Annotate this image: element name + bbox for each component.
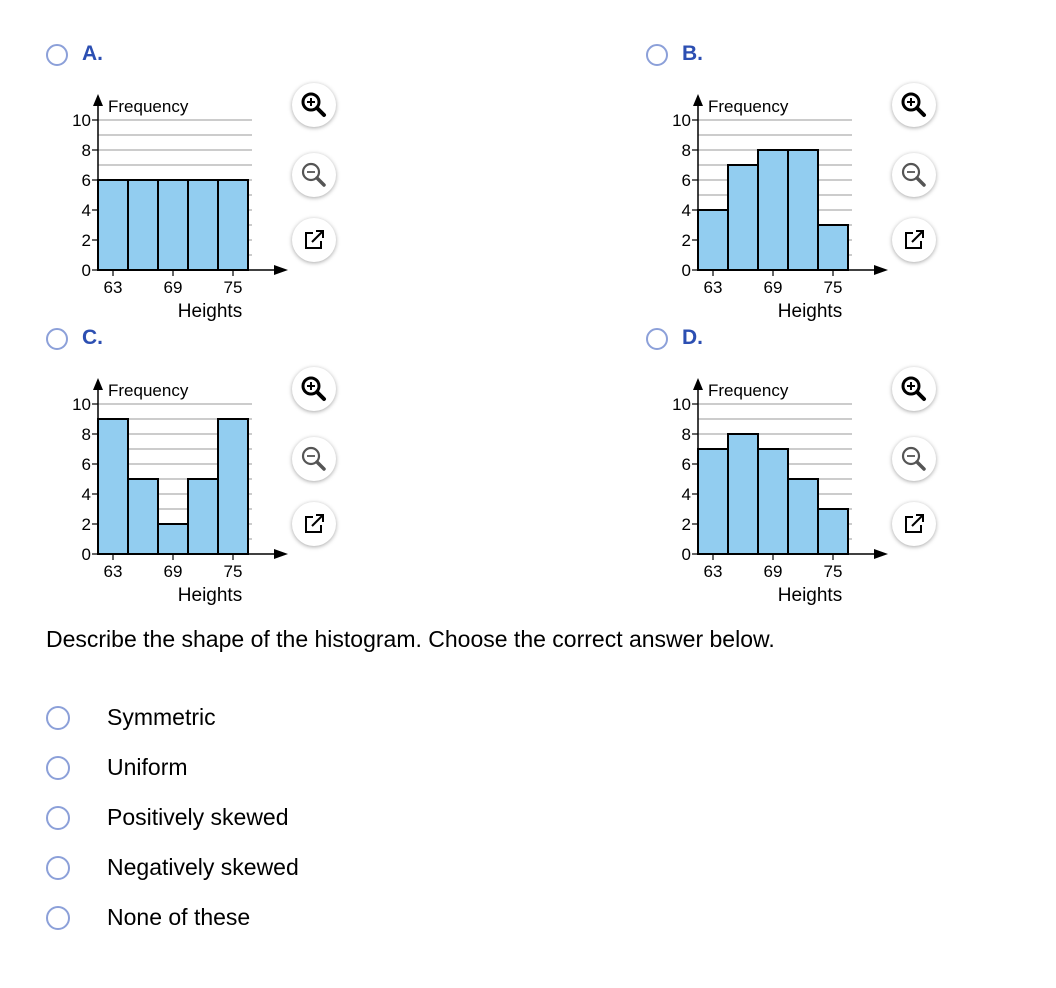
histogram-bar [98, 419, 128, 554]
y-tick-label: 6 [681, 455, 691, 474]
y-axis-label: Frequency [108, 97, 189, 116]
y-tick-label: 2 [681, 231, 691, 250]
zoom-in-button[interactable] [892, 83, 936, 127]
zoom-in-icon [892, 83, 936, 127]
histogram-b [646, 70, 886, 322]
histogram-bar [728, 165, 758, 270]
option-d-letter: D. [682, 326, 703, 349]
histogram-c [46, 354, 286, 606]
y-axis-label: Frequency [708, 381, 789, 400]
histogram-bar [188, 479, 218, 554]
answer-radio[interactable] [46, 806, 70, 830]
y-tick-label: 0 [681, 545, 691, 564]
zoom-out-icon [292, 437, 336, 481]
popout-icon [292, 218, 336, 262]
histogram-bar [98, 180, 128, 270]
zoom-out-icon [892, 437, 936, 481]
y-tick-label: 6 [81, 455, 91, 474]
option-a-radio[interactable] [46, 44, 68, 66]
y-tick-label: 10 [672, 395, 691, 414]
zoom-out-icon [292, 153, 336, 197]
histogram-bar [788, 479, 818, 554]
y-tick-label: 8 [81, 425, 91, 444]
y-axis-arrow [93, 378, 103, 390]
y-tick-label: 0 [81, 261, 91, 280]
y-axis-label: Frequency [108, 381, 189, 400]
histogram-bar [758, 150, 788, 270]
option-b [646, 40, 1056, 322]
y-tick-label: 6 [81, 171, 91, 190]
x-tick-label: 75 [223, 562, 243, 581]
answer-label: Uniform [107, 754, 188, 780]
histogram-bar [698, 210, 728, 270]
zoom-out-button[interactable] [292, 153, 336, 197]
x-axis-label: Heights [777, 301, 843, 322]
x-axis-label: Heights [177, 585, 243, 606]
x-tick-label: 75 [823, 278, 843, 297]
zoom-in-button[interactable] [892, 367, 936, 411]
histogram-bar [818, 225, 848, 270]
x-tick-label: 75 [223, 278, 243, 297]
x-tick-label: 69 [763, 278, 783, 297]
x-tick-label: 63 [703, 562, 723, 581]
popout-button[interactable] [292, 502, 336, 546]
zoom-in-icon [892, 367, 936, 411]
y-axis-arrow [693, 94, 703, 106]
y-tick-label: 2 [681, 515, 691, 534]
answer-radio[interactable] [46, 906, 70, 930]
histogram-a [46, 70, 286, 322]
y-tick-label: 8 [81, 141, 91, 160]
y-axis-arrow [693, 378, 703, 390]
y-tick-label: 10 [72, 395, 91, 414]
answer-radio[interactable] [46, 756, 70, 780]
y-tick-label: 2 [81, 515, 91, 534]
x-tick-label: 69 [763, 562, 783, 581]
answer-radio[interactable] [46, 706, 70, 730]
x-axis-arrow [274, 265, 288, 275]
histogram-bar [128, 180, 158, 270]
zoom-out-icon [892, 153, 936, 197]
x-axis-label: Heights [177, 301, 243, 322]
histogram-d [646, 354, 886, 606]
answer-label: Negatively skewed [107, 854, 299, 880]
x-axis-arrow [874, 549, 888, 559]
y-tick-label: 4 [81, 485, 91, 504]
answer-negatively-skewed[interactable] [46, 854, 446, 884]
y-tick-label: 2 [81, 231, 91, 250]
y-tick-label: 0 [81, 545, 91, 564]
popout-button[interactable] [892, 218, 936, 262]
x-tick-label: 69 [163, 278, 183, 297]
histogram-bar [158, 524, 188, 554]
option-c [46, 324, 486, 606]
option-a [46, 40, 486, 322]
popout-button[interactable] [892, 502, 936, 546]
question-prompt: Describe the shape of the histogram. Choose the correct answer below. [46, 626, 775, 652]
x-axis-label: Heights [777, 585, 843, 606]
zoom-in-button[interactable] [292, 367, 336, 411]
x-tick-label: 69 [163, 562, 183, 581]
histogram-bar [758, 449, 788, 554]
popout-icon [892, 218, 936, 262]
answer-radio[interactable] [46, 856, 70, 880]
popout-icon [892, 502, 936, 546]
zoom-in-icon [292, 367, 336, 411]
histogram-bar [728, 434, 758, 554]
histogram-bar [128, 479, 158, 554]
histogram-bar [218, 180, 248, 270]
histogram-bar [698, 449, 728, 554]
x-tick-label: 63 [103, 278, 123, 297]
option-d-radio[interactable] [646, 328, 668, 350]
zoom-in-button[interactable] [292, 83, 336, 127]
histogram-bar [218, 419, 248, 554]
histogram-bar [818, 509, 848, 554]
answer-label: None of these [107, 904, 251, 930]
x-tick-label: 75 [823, 562, 843, 581]
x-tick-label: 63 [703, 278, 723, 297]
answer-positively-skewed[interactable] [46, 804, 446, 834]
option-c-radio[interactable] [46, 328, 68, 350]
x-axis-arrow [274, 549, 288, 559]
answer-none-of-these[interactable] [46, 904, 446, 934]
x-axis-arrow [874, 265, 888, 275]
answer-label: Positively skewed [107, 804, 289, 830]
zoom-out-button[interactable] [892, 153, 936, 197]
histogram-bar [188, 180, 218, 270]
option-c-letter: C. [82, 326, 103, 349]
y-tick-label: 4 [681, 485, 691, 504]
answer-label: Symmetric [107, 704, 216, 730]
option-b-letter: B. [682, 42, 703, 65]
histogram-bar [788, 150, 818, 270]
y-axis-label: Frequency [708, 97, 789, 116]
y-tick-label: 4 [681, 201, 691, 220]
option-a-letter: A. [82, 42, 103, 65]
y-tick-label: 10 [72, 111, 91, 130]
y-tick-label: 0 [681, 261, 691, 280]
y-tick-label: 8 [681, 425, 691, 444]
popout-button[interactable] [292, 218, 336, 262]
answer-symmetric[interactable] [46, 704, 446, 734]
popout-icon [292, 502, 336, 546]
zoom-out-button[interactable] [292, 437, 336, 481]
y-tick-label: 8 [681, 141, 691, 160]
y-axis-arrow [93, 94, 103, 106]
histogram-bar [158, 180, 188, 270]
answer-uniform[interactable] [46, 754, 446, 784]
y-tick-label: 6 [681, 171, 691, 190]
y-tick-label: 10 [672, 111, 691, 130]
option-d [646, 324, 1056, 606]
zoom-in-icon [292, 83, 336, 127]
zoom-out-button[interactable] [892, 437, 936, 481]
y-tick-label: 4 [81, 201, 91, 220]
x-tick-label: 63 [103, 562, 123, 581]
option-b-radio[interactable] [646, 44, 668, 66]
